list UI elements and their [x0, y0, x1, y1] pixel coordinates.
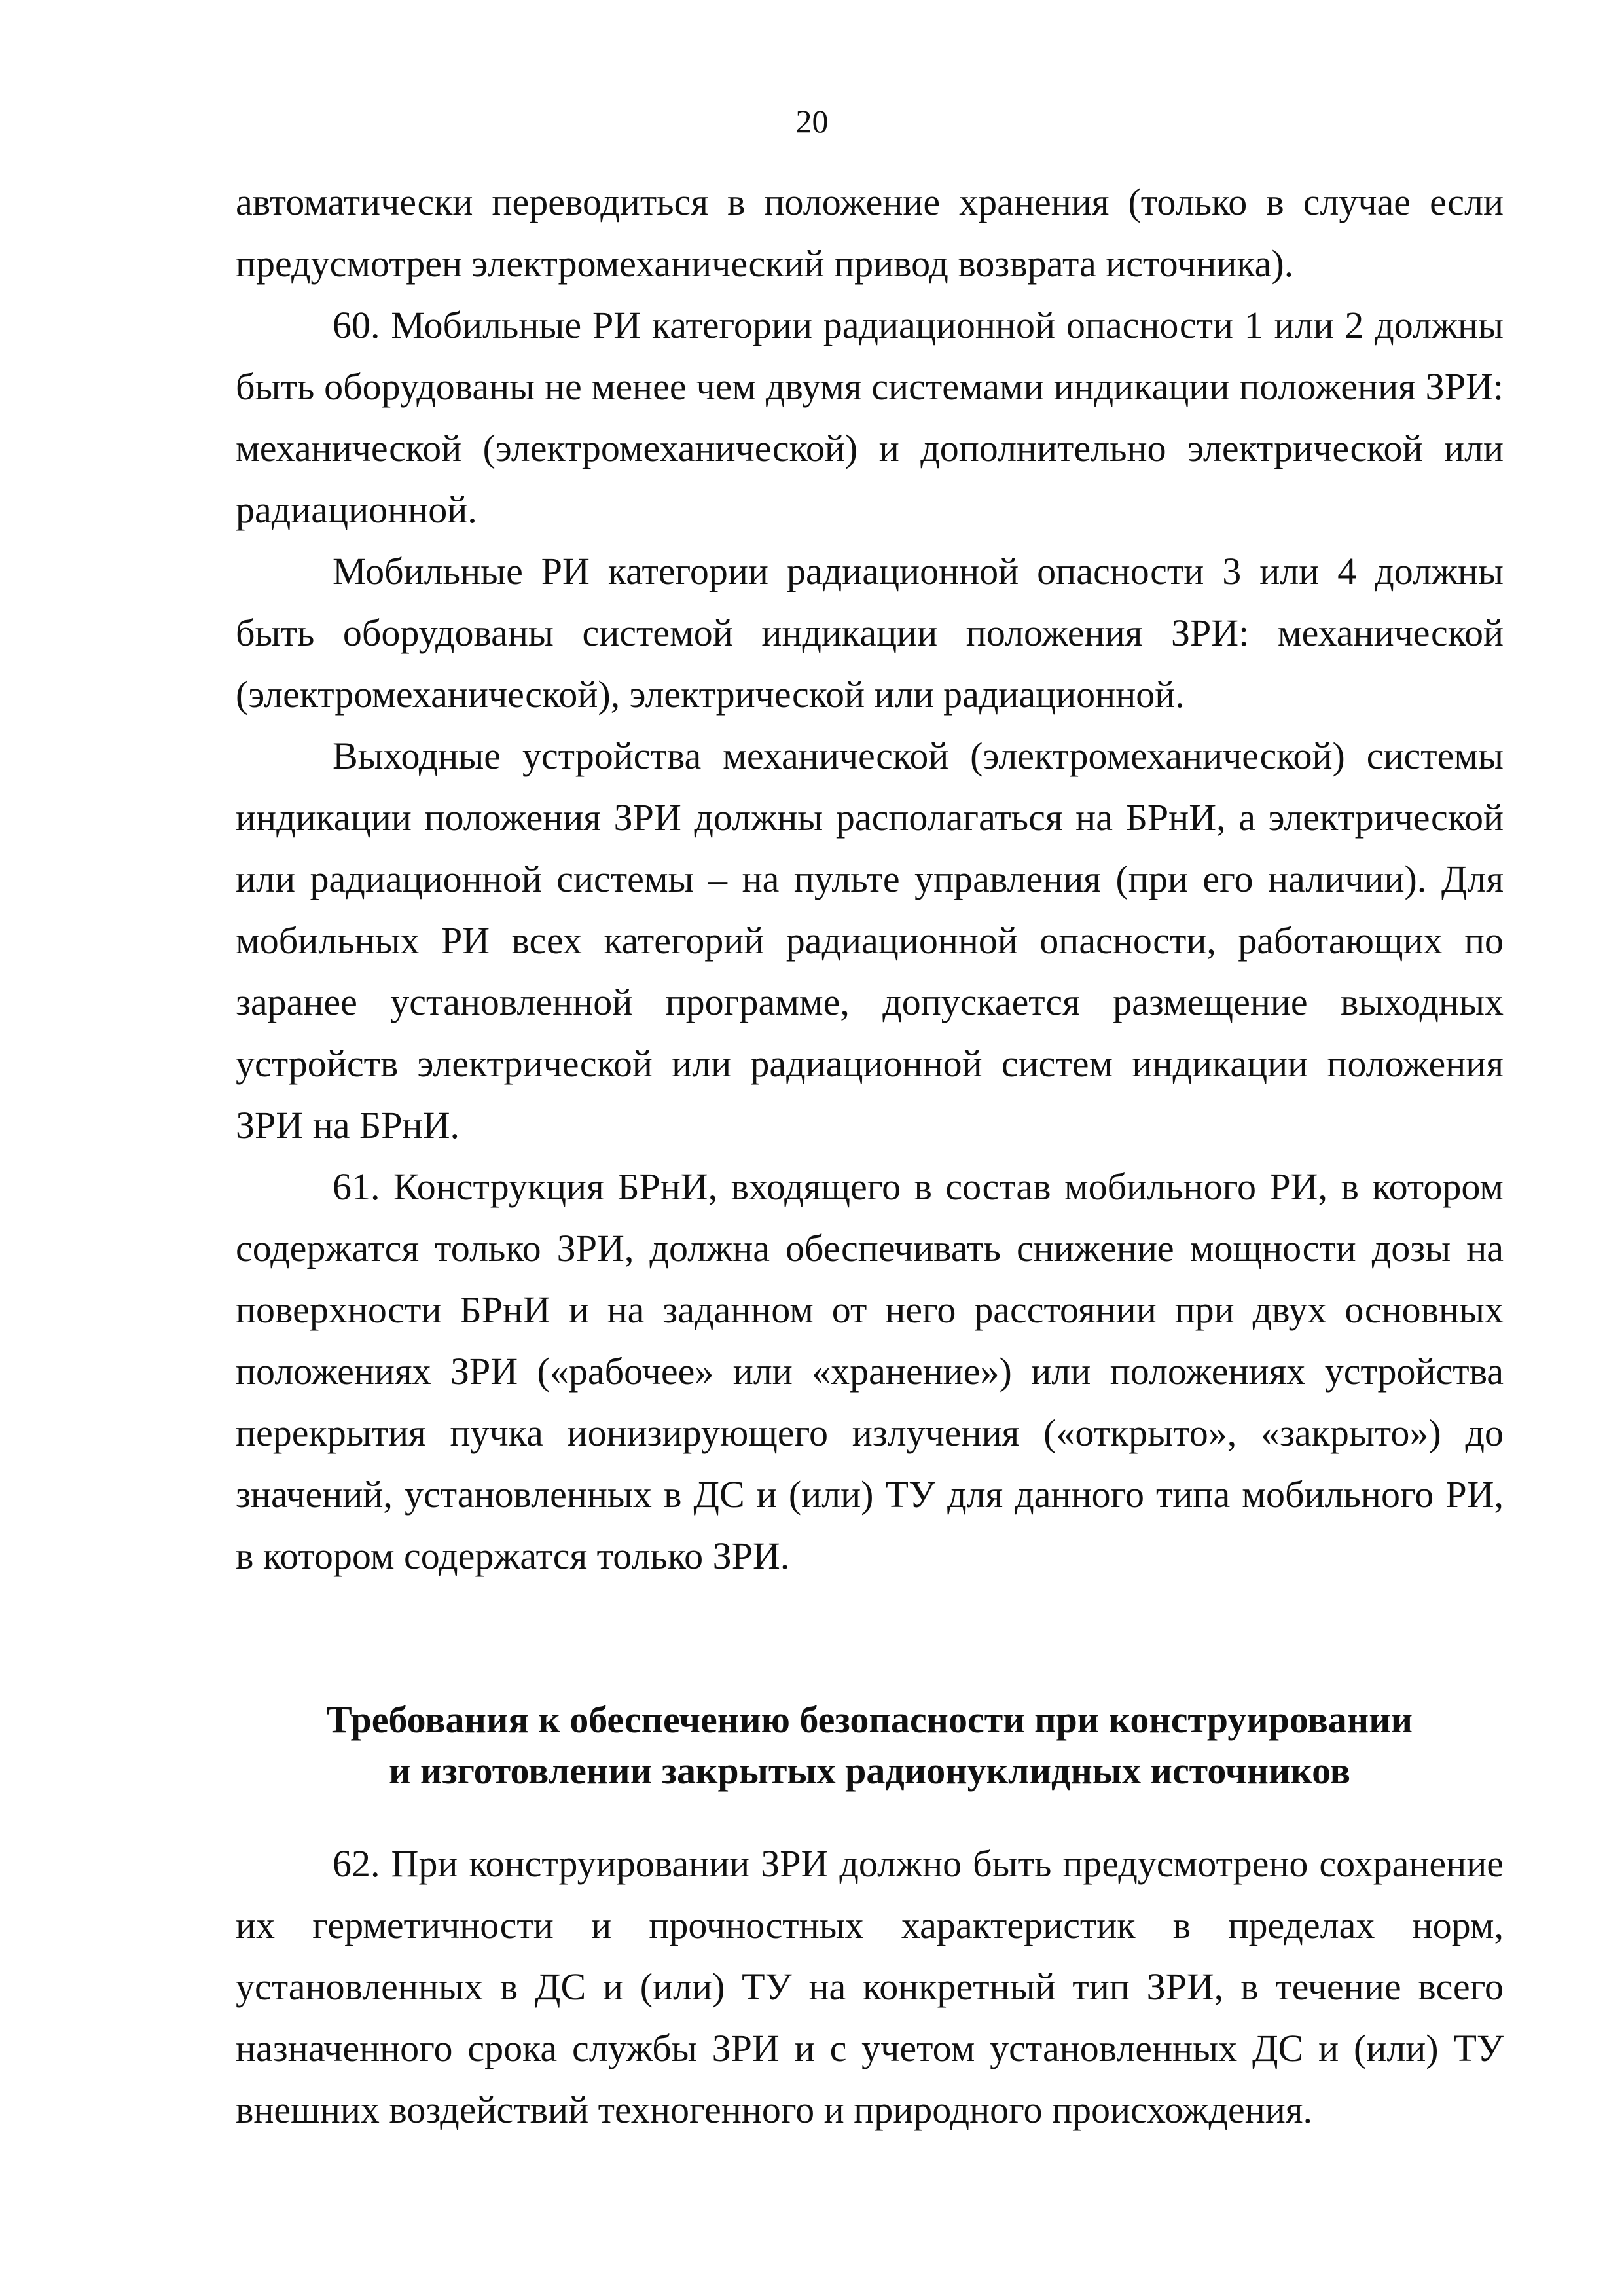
- main-text: [236, 172, 1504, 1587]
- paragraph-62: 62. При конструировании ЗРИ должно быть предусмотрено сохранение их герметичности и прочностных характеристик в пределах норм, установленных в ДС и (или) ТУ на конкретный тип ЗРИ, в течение всего назначенного срока службы ЗРИ и с учетом установленных ДС и (или) ТУ внешних воздействий техногенного и природного происхождения.: [236, 1842, 1504, 2131]
- final-text: [236, 1833, 1504, 2141]
- paragraph-mobile-ri-3-4: Мобильные РИ категории радиационной опасности 3 или 4 должны быть оборудованы системой индикации положения ЗРИ: механической (электромеханической), электрической или радиационной.: [236, 550, 1504, 716]
- paragraph-61: 61. Конструкция БРнИ, входящего в состав мобильного РИ, в котором содержатся только ЗРИ, должна обеспечивать снижение мощности дозы на поверхности БРнИ и на заданном от него расстоянии при двух основных положениях ЗРИ («рабочее» или «хранение») или положениях устройства перекрытия пучка ионизирующего излучения («открыто», «закрыто») до значений, установленных в ДС и (или) ТУ для данного типа мобильного РИ, в котором содержатся только ЗРИ.: [236, 1165, 1504, 1577]
- section-heading-block: [236, 1694, 1504, 1796]
- paragraph-60: 60. Мобильные РИ категории радиационной опасности 1 или 2 должны быть оборудованы не менее чем двумя системами индикации положения ЗРИ: механической (электромеханической) и дополнительно электрической или радиационной.: [236, 304, 1504, 531]
- section-heading: [236, 1694, 1504, 1796]
- section-heading-line-1: Требования к обеспечению безопасности при конструировании: [326, 1698, 1413, 1741]
- paragraph-continuation: автоматически переводиться в положение хранения (только в случае если предусмотрен электромеханический привод возврата источника).: [236, 181, 1504, 285]
- paragraph-output-devices: Выходные устройства механической (электромеханической) системы индикации положения ЗРИ должны располагаться на БРнИ, а электрической или радиационной системы – на пульте управления (при его наличии). Для мобильных РИ всех категорий радиационной опасности, работающих по заранее установленной программе, допускается размещение выходных устройств электрической или радиационной систем индикации положения ЗРИ на БРнИ.: [236, 735, 1504, 1146]
- section-heading-line-2: и изготовлении закрытых радионуклидных источников: [388, 1749, 1350, 1792]
- page-number: 20: [795, 103, 829, 139]
